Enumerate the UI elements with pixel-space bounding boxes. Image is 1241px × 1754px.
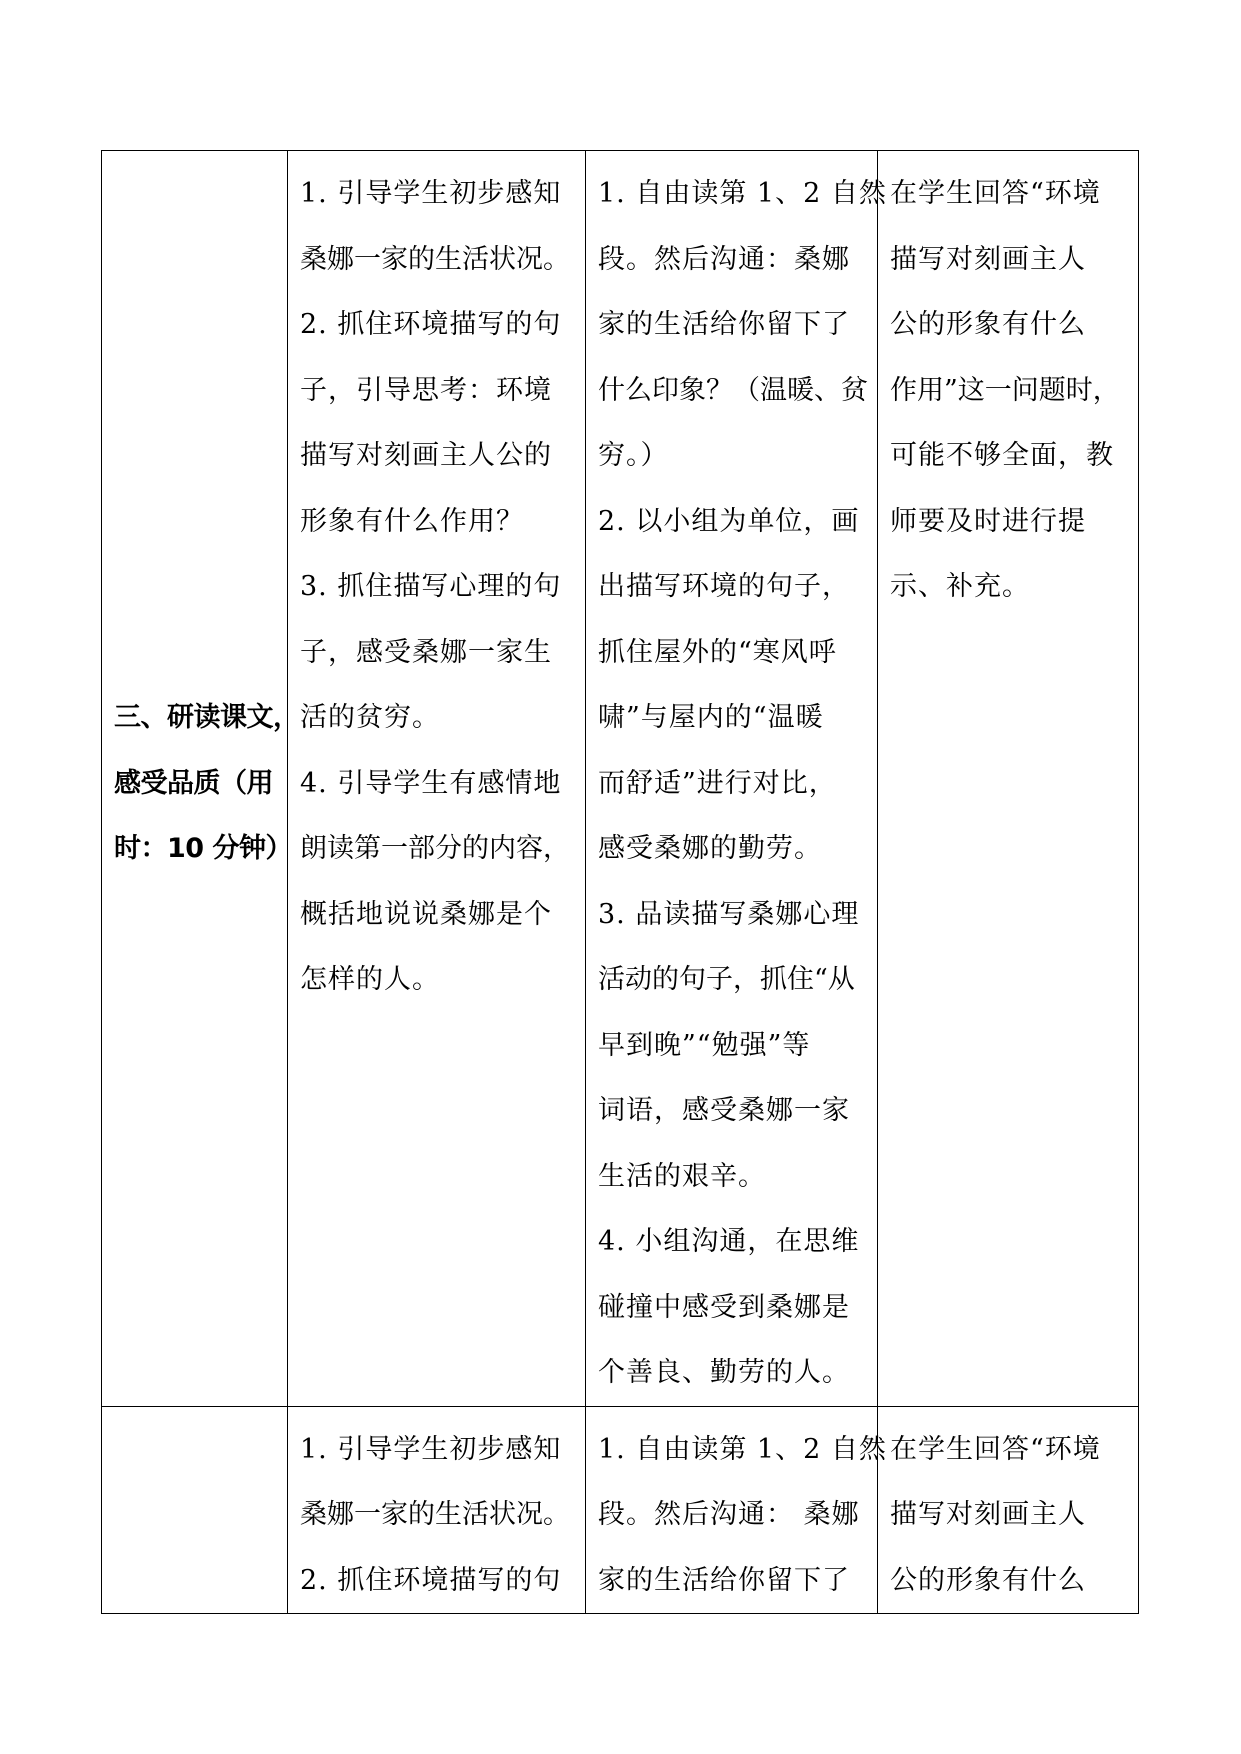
student-line: 啸”与屋内的“温暖	[598, 702, 824, 733]
teacher-line: 4. 引导学生有感情地	[300, 767, 562, 799]
teacher-line: 描写对刻画主人公的	[300, 440, 552, 471]
teacher-line: 1. 引导学生初步感知	[300, 1433, 562, 1465]
student-line: 碰撞中感受到桑娜是	[598, 1291, 850, 1323]
stage-cell	[102, 151, 300, 1407]
stage-line: 三、研读课文，	[114, 702, 300, 733]
note-line: 在学生回答“环境	[890, 178, 1101, 209]
teacher-line: 子，感受桑娜一家生	[300, 636, 552, 668]
stage-cell	[102, 1406, 288, 1614]
student-line: 4. 小组沟通，在思维	[598, 1226, 860, 1257]
teacher-activity-cell	[288, 1406, 586, 1614]
student-line: 出描写环境的句子，	[598, 571, 850, 602]
student-activity-cell	[586, 151, 887, 1407]
teacher-activity-cell	[288, 151, 586, 1407]
student-line: 个善良、勤劳的人。	[598, 1357, 850, 1388]
teacher-line: 2. 抓住环境描写的句	[300, 309, 562, 340]
lesson-plan-table	[101, 150, 1139, 1614]
student-line: 生活的艰辛。	[598, 1160, 766, 1192]
stage-line: 时：10 分钟）	[114, 833, 292, 864]
student-line: 早到晚”“勉强”等	[598, 1029, 811, 1061]
note-line: 示、补充。	[890, 571, 1030, 602]
student-line: 2. 以小组为单位，画	[598, 505, 860, 537]
notes-cell	[878, 1406, 1139, 1614]
note-line: 在学生回答“环境	[890, 1433, 1101, 1465]
table-row	[102, 151, 1139, 1407]
student-line: 穷。）	[598, 440, 669, 471]
student-line: 3. 品读描写桑娜心理	[598, 898, 860, 930]
student-line: 段。然后沟通： 桑娜	[598, 1499, 860, 1530]
teacher-line: 活的贫穷。	[300, 702, 440, 733]
teacher-line: 概括地说说桑娜是个	[300, 898, 552, 930]
student-line: 1. 自由读第 1、2 自然	[598, 178, 887, 209]
student-line: 什么印象？（温暖、贫	[598, 374, 868, 406]
student-line: 活动的句子，抓住“从	[598, 964, 855, 995]
student-line: 感受桑娜的勤劳。	[598, 833, 822, 864]
note-line: 公的形象有什么	[890, 1564, 1086, 1596]
teacher-line: 1. 引导学生初步感知	[300, 178, 562, 209]
note-line: 描写对刻画主人	[890, 1499, 1086, 1530]
student-line: 段。然后沟通：桑娜	[598, 243, 850, 275]
notes-cell	[878, 151, 1139, 1407]
student-line: 抓住屋外的“寒风呼	[598, 636, 837, 668]
student-activity-cell	[586, 1406, 887, 1614]
teacher-line: 桑娜一家的生活状况。	[300, 1499, 570, 1530]
teacher-line: 怎样的人。	[300, 964, 440, 995]
teacher-line: 子，引导思考：环境	[300, 374, 552, 406]
teacher-line: 朗读第一部分的内容，	[300, 833, 570, 864]
stage-line: 感受品质（用	[114, 767, 273, 799]
note-line: 可能不够全面，教	[890, 440, 1114, 471]
student-line: 家的生活给你留下了	[598, 1564, 850, 1596]
student-line: 而舒适”进行对比，	[598, 767, 837, 799]
note-line: 师要及时进行提	[890, 505, 1086, 537]
student-line: 1. 自由读第 1、2 自然	[598, 1433, 887, 1465]
teacher-line: 3. 抓住描写心理的句	[300, 571, 562, 602]
note-line: 作用”这一问题时，	[890, 374, 1120, 406]
teacher-line: 形象有什么作用？	[300, 505, 524, 537]
note-line: 描写对刻画主人	[890, 243, 1086, 275]
student-line: 家的生活给你留下了	[598, 309, 850, 340]
student-line: 词语，感受桑娜一家	[598, 1095, 850, 1126]
note-line: 公的形象有什么	[890, 309, 1086, 340]
teacher-line: 桑娜一家的生活状况。	[300, 243, 570, 275]
teacher-line: 2. 抓住环境描写的句	[300, 1564, 562, 1596]
table-row	[102, 1406, 1139, 1614]
